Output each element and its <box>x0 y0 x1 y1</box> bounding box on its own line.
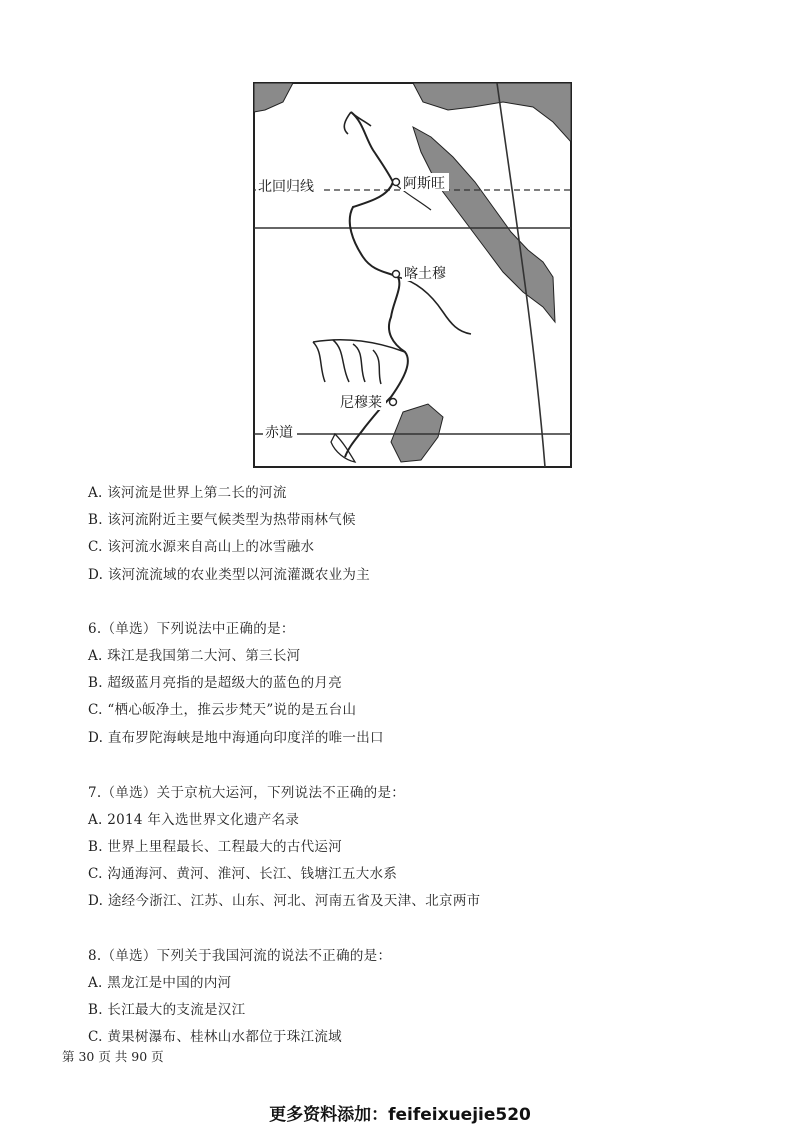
khartoum-label: 喀土穆 <box>404 266 446 282</box>
aswan-label: 阿斯旺 <box>403 176 445 192</box>
q7-option-d: D. 途经今浙江、江苏、山东、河北、河南五省及天津、北京两市 <box>88 893 481 909</box>
nimule-label: 尼穆莱 <box>340 395 382 411</box>
q7-option-b: B. 世界上里程最长、工程最大的古代运河 <box>88 839 343 855</box>
q6-option-b: B. 超级蓝月亮指的是超级大的蓝色的月亮 <box>88 675 343 691</box>
q8-option-a: A. 黑龙江是中国的内河 <box>88 975 232 991</box>
q5-option-c: C. 该河流水源来自高山上的冰雪融水 <box>88 539 315 555</box>
q8-stem: 8.（单选）下列关于我国河流的说法不正确的是： <box>88 948 392 964</box>
q6-option-c: C. “栖心皈净土，推云步梵天”说的是五台山 <box>88 702 357 718</box>
equator-label: 赤道 <box>265 425 293 441</box>
q5-option-b: B. 该河流附近主要气候类型为热带雨林气候 <box>88 512 356 528</box>
aswan-dot <box>393 179 400 186</box>
q6-option-a: A. 珠江是我国第二大河、第三长河 <box>88 648 301 664</box>
nile-map-figure <box>253 82 573 468</box>
nimule-dot <box>390 399 397 406</box>
page-number-footer: 第 30 页 共 90 页 <box>62 1049 164 1064</box>
q7-option-a: A. 2014 年入选世界文化遗产名录 <box>88 812 300 828</box>
promo-text: 更多资料添加：feifeixuejie520 <box>269 1105 531 1125</box>
map-drawing <box>253 82 573 468</box>
q7-option-c: C. 沟通海河、黄河、淮河、长江、钱塘江五大水系 <box>88 866 398 882</box>
q5-option-a: A. 该河流是世界上第二长的河流 <box>88 485 287 501</box>
tropic-label: 北回归线 <box>258 179 314 195</box>
q8-option-c: C. 黄果树瀑布、桂林山水都位于珠江流域 <box>88 1029 342 1045</box>
q5-option-d: D. 该河流流域的农业类型以河流灌溉农业为主 <box>88 567 371 583</box>
q8-option-b: B. 长江最大的支流是汉江 <box>88 1002 246 1018</box>
q6-option-d: D. 直布罗陀海峡是地中海通向印度洋的唯一出口 <box>88 730 384 746</box>
khartoum-dot <box>393 271 400 278</box>
q7-stem: 7.（单选）关于京杭大运河，下列说法不正确的是： <box>88 785 406 801</box>
q6-stem: 6.（单选）下列说法中正确的是： <box>88 621 295 637</box>
